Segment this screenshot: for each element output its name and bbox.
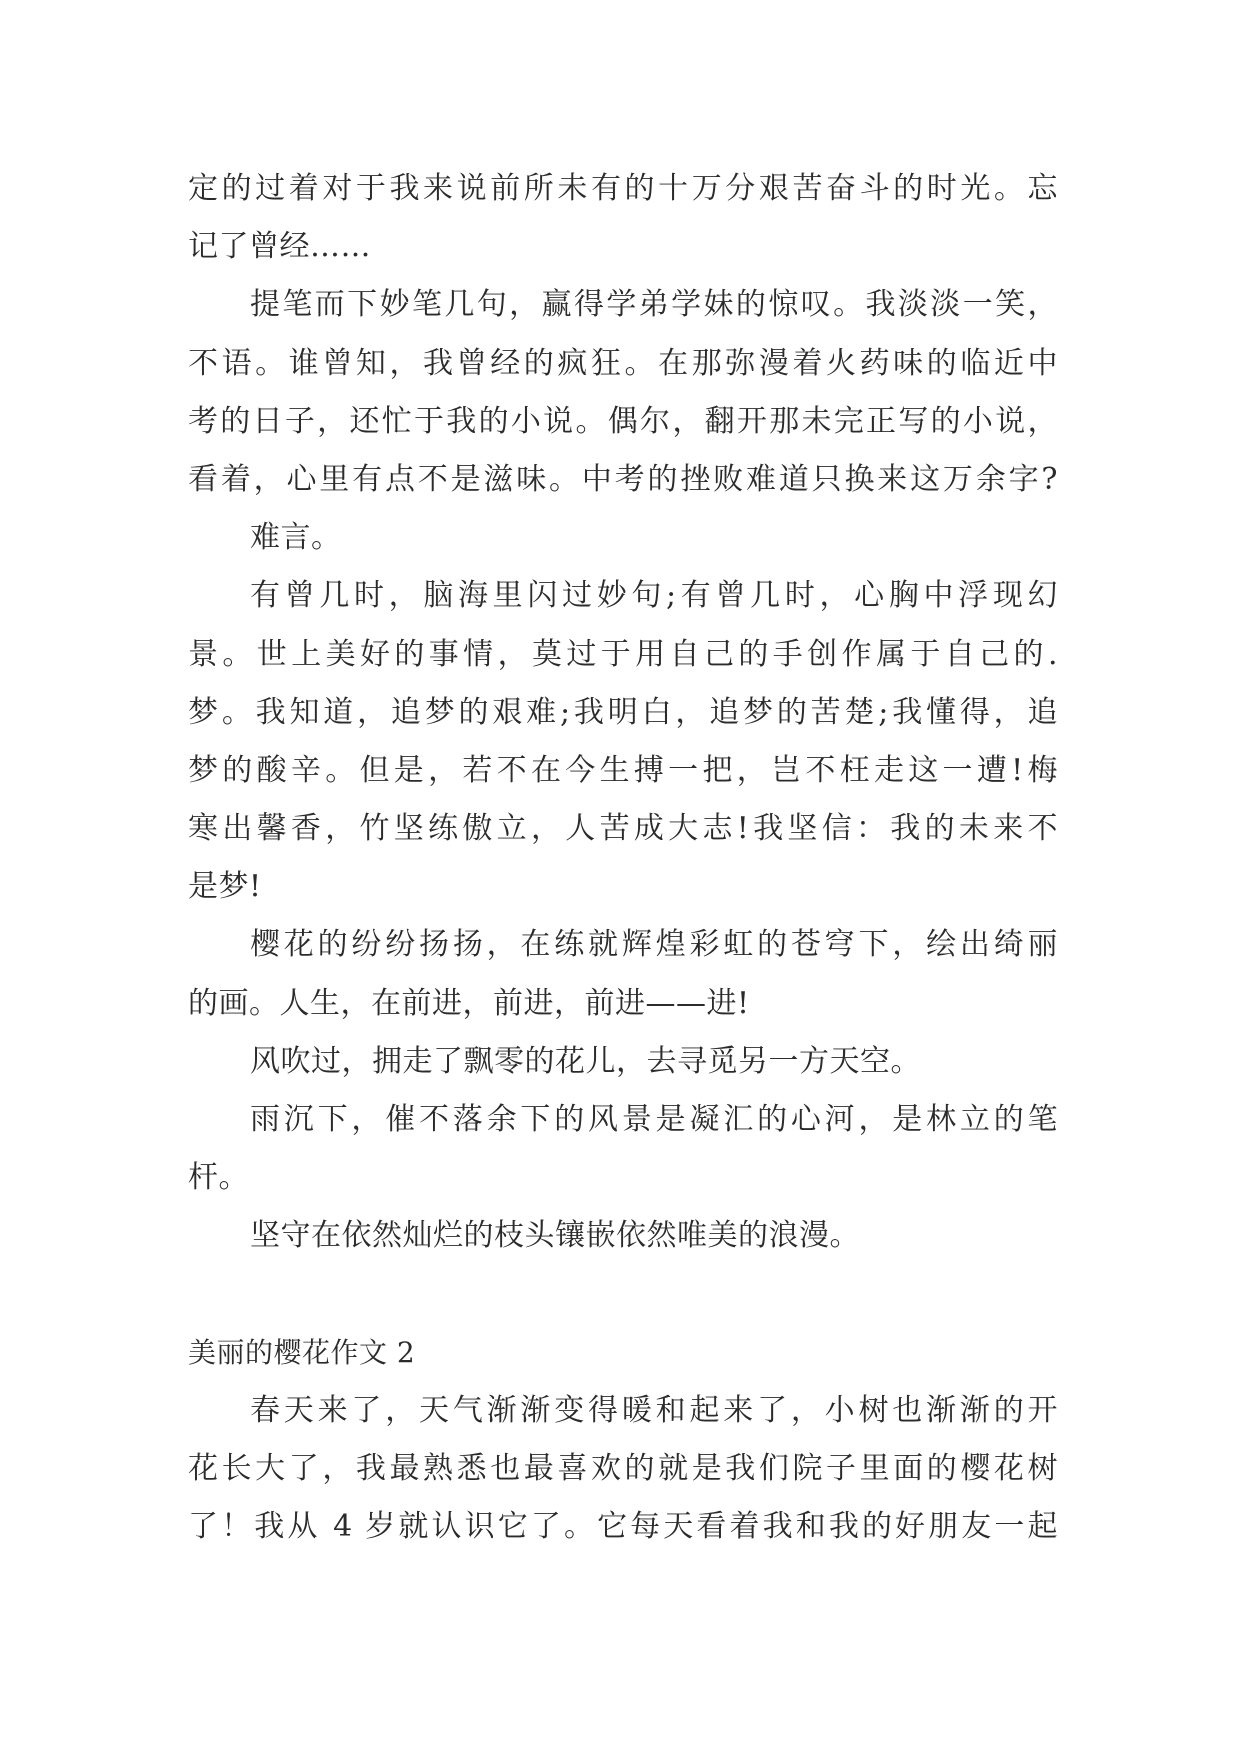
text-line: 杆。 [188,1160,249,1196]
text-line: 坚守在依然灿烂的枝头镶嵌依然唯美的浪漫。 [250,1218,860,1254]
section-title: 美丽的樱花作文 2 [188,1335,416,1369]
text-line: 梦。我知道，追梦的艰难;我明白，追梦的苦楚;我懂得，追 [188,694,1058,730]
essay-section-2 [188,1382,1058,1557]
text-line: 难言。 [250,520,342,556]
text-line: 梦的酸辛。但是，若不在今生搏一把，岂不枉走这一遭!梅 [188,752,1058,788]
text-line: 寒出馨香，竹坚练傲立，人苦成大志!我坚信：我的未来不 [188,811,1058,847]
essay-section-1 [188,160,1058,1266]
document-body [188,160,1058,1557]
text-line: 的画。人生，在前进，前进，前进——进! [188,985,750,1021]
text-line: 风吹过，拥走了飘零的花儿，去寻觅另一方天空。 [250,1043,921,1079]
text-line: 雨沉下，催不落余下的风景是凝汇的心河，是林立的笔 [250,1102,1058,1137]
text-line: 景。世上美好的事情，莫过于用自己的手创作属于自己的. [188,636,1058,672]
section-gap [188,1266,1058,1324]
text-line: 看着，心里有点不是滋味。中考的挫败难道只换来这万余字? [188,461,1058,497]
text-line: 花长大了，我最熟悉也最喜欢的就是我们院子里面的樱花树 [188,1451,1058,1487]
text-line: 提笔而下妙笔几句，赢得学弟学妹的惊叹。我淡淡一笑， [250,287,1058,323]
text-line: 是梦! [188,869,262,905]
text-line: 定的过着对于我来说前所未有的十万分艰苦奋斗的时光。忘 [188,171,1058,206]
text-line: 考的日子，还忙于我的小说。偶尔，翻开那未完正写的小说， [188,403,1058,439]
text-line: 了！我从 4 岁就认识它了。它每天看着我和我的好朋友一起 [188,1509,1058,1545]
text-line: 春天来了，天气渐渐变得暖和起来了，小树也渐渐的开 [250,1392,1058,1428]
text-line: 记了曾经…… [188,229,371,265]
text-line: 有曾几时，脑海里闪过妙句;有曾几时，心胸中浮现幻 [250,578,1058,614]
text-line: 樱花的纷纷扬扬，在练就辉煌彩虹的苍穹下，绘出绮丽 [250,927,1058,963]
text-line: 不语。谁曾知，我曾经的疯狂。在那弥漫着火药味的临近中 [188,345,1058,381]
